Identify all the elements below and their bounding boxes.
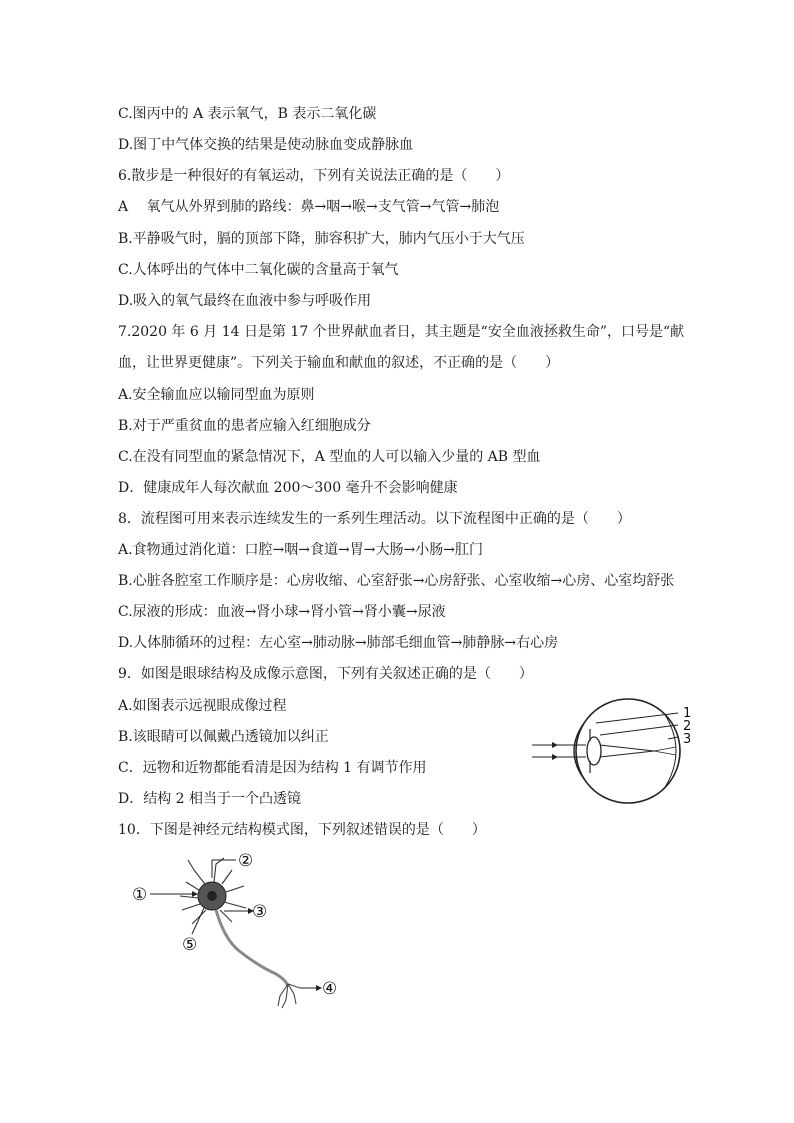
question-7-line-2: 血，让世界更健康”。下列关于输血和献血的叙述，不正确的是（ ）	[118, 355, 560, 371]
neuron-label-5: ⑤	[182, 935, 198, 955]
lens	[587, 737, 601, 765]
question-9: 9．如图是眼球结构及成像示意图，下列有关叙述正确的是（ ）	[118, 666, 533, 682]
option-b-q6: B.平静吸气时，膈的顶部下降，肺容积扩大，肺内气压小于大气压	[118, 231, 525, 247]
neuron-label-1: ①	[132, 885, 148, 905]
eyeball-figure	[528, 695, 708, 805]
eye-label-1: 1	[683, 706, 692, 721]
diverge-ray-bottom	[654, 751, 676, 755]
leader-2	[600, 725, 678, 735]
axon-terminals	[278, 984, 300, 1008]
leader-1	[596, 713, 678, 723]
diverge-ray-top	[654, 747, 676, 751]
option-d-q8: D.人体肺循环的过程：左心室→肺动脉→肺部毛细血管→肺静脉→右心房	[118, 635, 559, 651]
option-c-q9: C．远物和近物都能看清是因为结构 1 有调节作用	[118, 760, 427, 776]
converge-ray-top	[600, 745, 654, 751]
retina	[664, 713, 676, 789]
option-a-q6: A 氧气从外界到肺的路线：鼻→咽→喉→支气管→气管→肺泡	[118, 199, 500, 215]
nucleus	[207, 891, 217, 901]
option-b-q8: B.心脏各腔室工作顺序是：心房收缩、心室舒张→心房舒张、心室收缩→心房、心室均舒张	[118, 573, 675, 589]
option-c-q8: C.尿液的形成：血液→肾小球→肾小管→肾小囊→尿液	[118, 604, 446, 620]
option-a-q8: A.食物通过消化道：口腔→咽→食道→胃→大肠→小肠→肛门	[118, 542, 483, 558]
question-10: 10．下图是神经元结构模式图，下列叙述错误的是（ ）	[118, 822, 486, 838]
question-6: 6.散步是一种很好的有氧运动，下列有关说法正确的是（ ）	[118, 168, 510, 184]
option-d-q9: D．结构 2 相当于一个凸透镜	[118, 791, 302, 807]
question-7-line-1: 7.2020 年 6 月 14 日是第 17 个世界献血者日，其主题是“安全血液拯救生命”，口号是“献	[118, 324, 685, 340]
option-b-q9: B.该眼睛可以佩戴凸透镜加以纠正	[118, 729, 329, 745]
eye-label-2: 2	[683, 719, 692, 734]
converge-ray-bottom	[600, 751, 654, 757]
option-b-q7: B.对于严重贫血的患者应输入红细胞成分	[118, 418, 371, 434]
option-c-q5: C.图丙中的 A 表示氧气，B 表示二氧化碳	[118, 106, 377, 122]
neuron-label-3: ③	[252, 902, 268, 922]
ray-arrow-1	[552, 742, 558, 748]
leader-3	[668, 737, 678, 739]
eye-label-3: 3	[683, 732, 692, 747]
ray-arrow-2	[552, 754, 558, 760]
option-c-q6: C.人体呼出的气体中二氧化碳的含量高于氧气	[118, 262, 399, 278]
option-a-q7: A.安全输血应以输同型血为原则	[118, 387, 315, 403]
neuron-label-4: ④	[322, 979, 338, 999]
neuron-figure	[128, 848, 358, 1016]
option-d-q6: D.吸入的氧气最终在血液中参与呼吸作用	[118, 293, 372, 309]
leader-5	[192, 908, 204, 934]
option-a-q9: A.如图表示远视眼成像过程	[118, 698, 287, 714]
option-d-q5: D.图丁中气体交换的结果是使动脉血变成静脉血	[118, 137, 414, 153]
option-c-q7: C.在没有同型血的紧急情况下，A 型血的人可以输入少量的 AB 型血	[118, 449, 541, 465]
neuron-label-2: ②	[238, 851, 254, 871]
option-d-q7: D．健康成年人每次献血 200～300 毫升不会影响健康	[118, 480, 458, 496]
question-8: 8．流程图可用来表示连续发生的一系列生理活动。以下流程图中正确的是（ ）	[118, 511, 631, 527]
